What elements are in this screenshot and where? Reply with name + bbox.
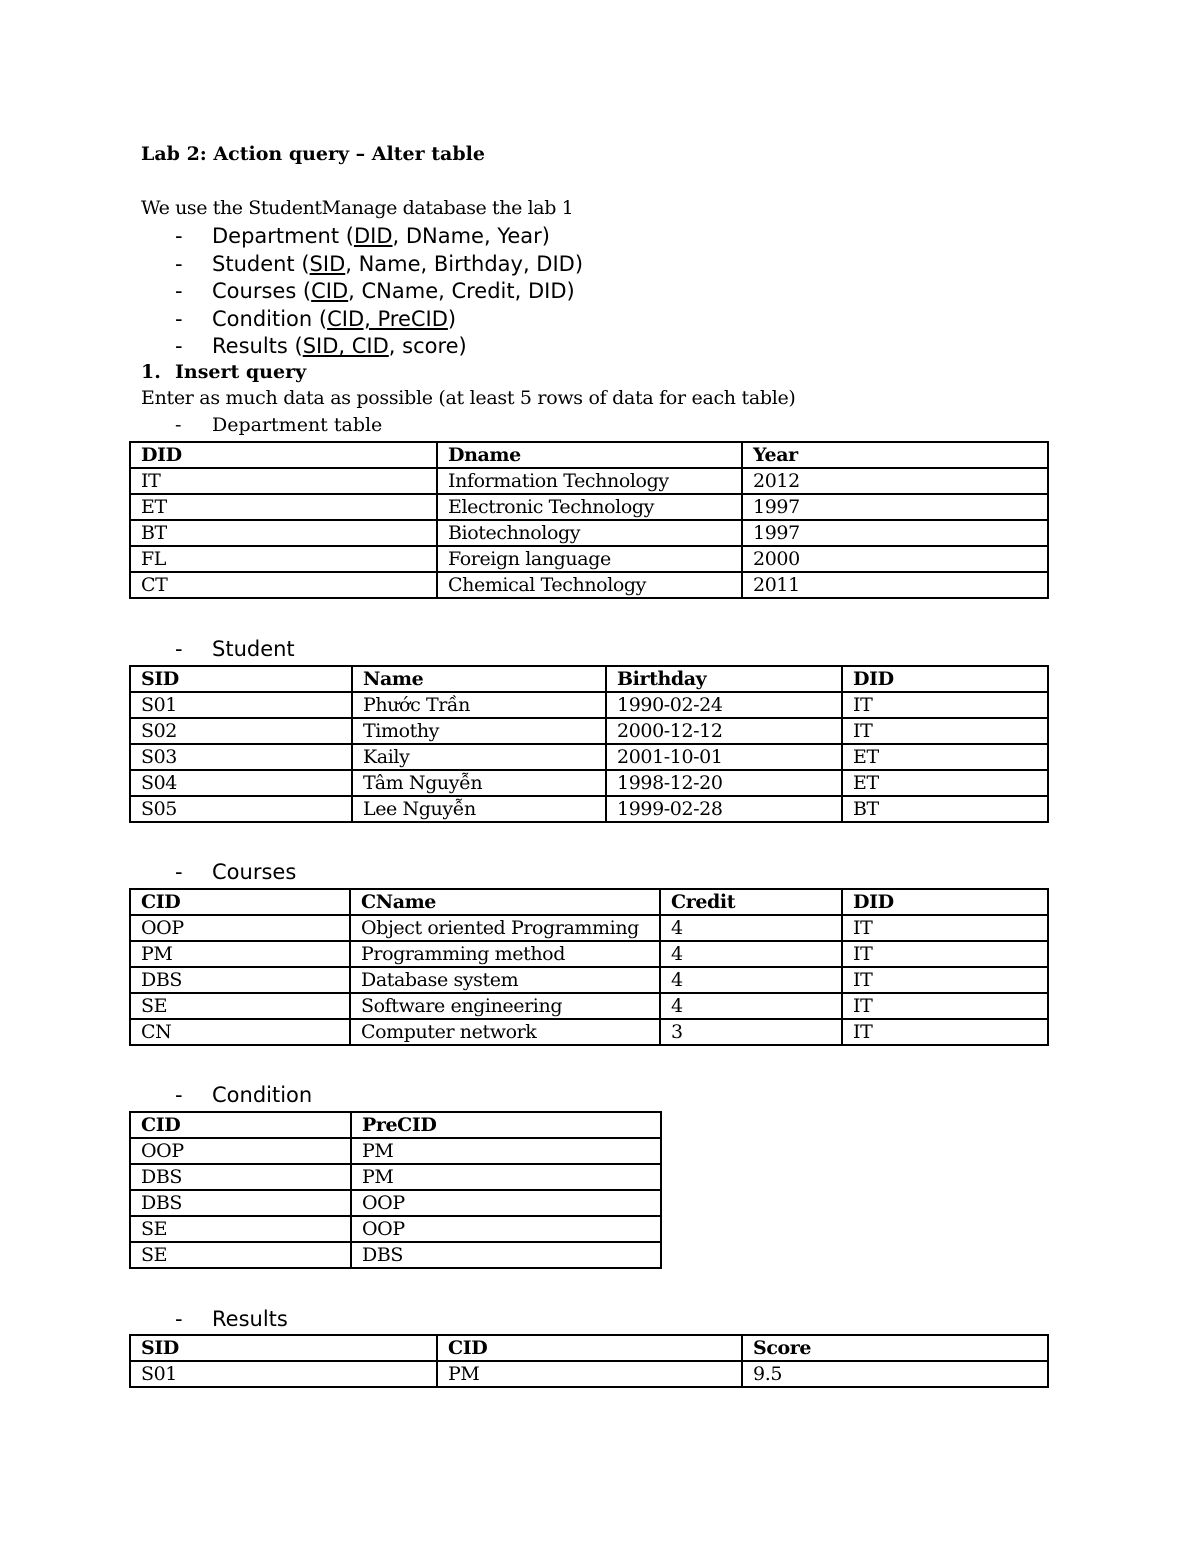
table-cell: SE bbox=[130, 993, 350, 1019]
table-cell: 1997 bbox=[742, 494, 1048, 520]
column-header: CName bbox=[350, 889, 660, 915]
table-cell: 3 bbox=[660, 1019, 842, 1045]
bullet-dash: - bbox=[175, 279, 183, 304]
table-header-row bbox=[130, 1335, 1048, 1361]
table-cell: FL bbox=[130, 546, 437, 572]
table-cell: IT bbox=[842, 915, 1048, 941]
department-table-label: - Department table bbox=[175, 414, 383, 436]
table-cell: 2000-12-12 bbox=[606, 718, 842, 744]
table-cell: S04 bbox=[130, 770, 352, 796]
table-cell: IT bbox=[842, 967, 1048, 993]
table-cell: 2001-10-01 bbox=[606, 744, 842, 770]
table-cell: S01 bbox=[130, 692, 352, 718]
table-cell: IT bbox=[842, 1019, 1048, 1045]
table-cell: Database system bbox=[350, 967, 660, 993]
schema-text: Department ( bbox=[212, 224, 354, 248]
condition-table bbox=[129, 1111, 662, 1269]
table-cell: 4 bbox=[660, 915, 842, 941]
table-cell: DBS bbox=[130, 967, 350, 993]
table-cell: Information Technology bbox=[437, 468, 742, 494]
table-header-row bbox=[130, 666, 1048, 692]
schema-text: , Name, Birthday, DID) bbox=[345, 251, 584, 276]
table-row bbox=[130, 1190, 661, 1216]
table-row bbox=[130, 967, 1048, 993]
table-row bbox=[130, 796, 1048, 822]
table-cell: PM bbox=[130, 941, 350, 967]
table-cell: 4 bbox=[660, 993, 842, 1019]
column-header: Year bbox=[742, 442, 1048, 468]
schema-text: , CName, Credit, DID) bbox=[348, 279, 575, 304]
bullet-dash: - bbox=[175, 224, 183, 248]
table-cell: Electronic Technology bbox=[437, 494, 742, 520]
schema-text: Student ( bbox=[212, 251, 310, 276]
condition-table-label: - Condition bbox=[175, 1083, 313, 1107]
table-cell: Software engineering bbox=[350, 993, 660, 1019]
bullet-dash: - bbox=[175, 1083, 183, 1107]
schema-item bbox=[175, 223, 583, 251]
schema-text: Condition ( bbox=[212, 306, 328, 331]
bullet-dash: - bbox=[175, 251, 183, 276]
table-cell: S01 bbox=[130, 1361, 437, 1387]
table-cell: Chemical Technology bbox=[437, 572, 742, 598]
table-cell: IT bbox=[842, 692, 1048, 718]
schema-text: Courses ( bbox=[212, 279, 312, 304]
table-cell: SE bbox=[130, 1242, 351, 1268]
table-cell: PM bbox=[437, 1361, 742, 1387]
column-header: CID bbox=[130, 889, 350, 915]
table-cell: ET bbox=[842, 744, 1048, 770]
table-row bbox=[130, 1138, 661, 1164]
schema-text: Results ( bbox=[212, 334, 303, 359]
column-header: DID bbox=[842, 889, 1048, 915]
table-cell: OOP bbox=[130, 1138, 351, 1164]
table-cell: 1997 bbox=[742, 520, 1048, 546]
column-header: DID bbox=[130, 442, 437, 468]
schema-primary-key: CID bbox=[311, 279, 349, 304]
table-row bbox=[130, 770, 1048, 796]
table-header-row bbox=[130, 442, 1048, 468]
schema-text: , DName, Year) bbox=[392, 224, 550, 248]
table-row bbox=[130, 993, 1048, 1019]
table-cell: 2000 bbox=[742, 546, 1048, 572]
column-header: Score bbox=[742, 1335, 1048, 1361]
table-cell: IT bbox=[842, 718, 1048, 744]
table-row bbox=[130, 744, 1048, 770]
schema-item bbox=[175, 278, 583, 306]
table-cell: Biotechnology bbox=[437, 520, 742, 546]
column-header: SID bbox=[130, 666, 352, 692]
table-cell: 9.5 bbox=[742, 1361, 1048, 1387]
table-row bbox=[130, 520, 1048, 546]
table-cell: DBS bbox=[351, 1242, 661, 1268]
table-cell: Foreign language bbox=[437, 546, 742, 572]
table-cell: IT bbox=[842, 941, 1048, 967]
section-number: 1. bbox=[141, 361, 161, 383]
table-cell: 4 bbox=[660, 967, 842, 993]
column-header: SID bbox=[130, 1335, 437, 1361]
bullet-dash: - bbox=[175, 860, 183, 884]
table-cell: CT bbox=[130, 572, 437, 598]
table-header-row bbox=[130, 889, 1048, 915]
table-cell: 1990-02-24 bbox=[606, 692, 842, 718]
table-row bbox=[130, 1019, 1048, 1045]
bullet-dash: - bbox=[175, 1307, 183, 1331]
column-header: CID bbox=[130, 1112, 351, 1138]
table-row bbox=[130, 468, 1048, 494]
intro-text: We use the StudentManage database the lab 1 bbox=[141, 197, 574, 219]
results-table bbox=[129, 1334, 1049, 1388]
table-row bbox=[130, 494, 1048, 520]
table-row bbox=[130, 1242, 661, 1268]
table-cell: OOP bbox=[130, 915, 350, 941]
table-row bbox=[130, 915, 1048, 941]
bullet-dash: - bbox=[175, 414, 182, 436]
schema-primary-key: DID bbox=[353, 224, 393, 248]
table-row bbox=[130, 718, 1048, 744]
table-cell: 2011 bbox=[742, 572, 1048, 598]
schema-primary-key: CID, PreCID bbox=[327, 306, 448, 331]
table-row bbox=[130, 941, 1048, 967]
table-cell: Object oriented Programming bbox=[350, 915, 660, 941]
table-cell: 4 bbox=[660, 941, 842, 967]
table-cell: DBS bbox=[130, 1190, 351, 1216]
table-cell: CN bbox=[130, 1019, 350, 1045]
bullet-dash: - bbox=[175, 334, 183, 359]
column-header: DID bbox=[842, 666, 1048, 692]
courses-table-label: - Courses bbox=[175, 860, 297, 884]
table-cell: Kaily bbox=[352, 744, 606, 770]
results-table-label: - Results bbox=[175, 1307, 288, 1331]
schema-item bbox=[175, 251, 583, 279]
column-header: PreCID bbox=[351, 1112, 661, 1138]
table-cell: ET bbox=[130, 494, 437, 520]
table-row bbox=[130, 1164, 661, 1190]
schema-primary-key: SID bbox=[309, 251, 346, 276]
column-header: Credit bbox=[660, 889, 842, 915]
table-cell: S03 bbox=[130, 744, 352, 770]
table-cell: Lee Nguyễn bbox=[352, 796, 606, 822]
table-cell: OOP bbox=[351, 1216, 661, 1242]
table-row bbox=[130, 546, 1048, 572]
insert-description: Enter as much data as possible (at least 5 rows of data for each table) bbox=[141, 387, 796, 409]
schema-text: ) bbox=[447, 306, 457, 331]
table-cell: S02 bbox=[130, 718, 352, 744]
table-cell: SE bbox=[130, 1216, 351, 1242]
table-cell: Tâm Nguyễn bbox=[352, 770, 606, 796]
table-row bbox=[130, 572, 1048, 598]
table-cell: BT bbox=[130, 520, 437, 546]
table-cell: Computer network bbox=[350, 1019, 660, 1045]
schema-text: , score) bbox=[388, 334, 467, 359]
student-table bbox=[129, 665, 1049, 823]
bullet-dash: - bbox=[175, 637, 183, 661]
department-table bbox=[129, 441, 1049, 599]
table-cell: BT bbox=[842, 796, 1048, 822]
table-row bbox=[130, 692, 1048, 718]
table-cell: 2012 bbox=[742, 468, 1048, 494]
table-cell: Phước Trần bbox=[352, 692, 606, 718]
table-cell: Timothy bbox=[352, 718, 606, 744]
table-cell: IT bbox=[130, 468, 437, 494]
table-cell: ET bbox=[842, 770, 1048, 796]
table-cell: PM bbox=[351, 1164, 661, 1190]
table-cell: IT bbox=[842, 993, 1048, 1019]
table-cell: 1999-02-28 bbox=[606, 796, 842, 822]
column-header: Name bbox=[352, 666, 606, 692]
table-row bbox=[130, 1361, 1048, 1387]
column-header: Dname bbox=[437, 442, 742, 468]
table-cell: Programming method bbox=[350, 941, 660, 967]
table-header-row bbox=[130, 1112, 661, 1138]
section-title: Insert query bbox=[175, 361, 307, 383]
bullet-dash: - bbox=[175, 306, 183, 331]
table-row bbox=[130, 1216, 661, 1242]
table-cell: 1998-12-20 bbox=[606, 770, 842, 796]
section-heading-insert bbox=[141, 361, 306, 383]
table-cell: OOP bbox=[351, 1190, 661, 1216]
schema-list bbox=[175, 223, 583, 361]
table-cell: DBS bbox=[130, 1164, 351, 1190]
student-table-label: - Student bbox=[175, 637, 295, 661]
column-header: Birthday bbox=[606, 666, 842, 692]
schema-item bbox=[175, 306, 583, 334]
schema-primary-key: SID, CID bbox=[302, 334, 389, 359]
table-cell: S05 bbox=[130, 796, 352, 822]
document-title: Lab 2: Action query – Alter table bbox=[141, 143, 485, 165]
column-header: CID bbox=[437, 1335, 742, 1361]
courses-table bbox=[129, 888, 1049, 1046]
table-cell: PM bbox=[351, 1138, 661, 1164]
schema-item bbox=[175, 333, 583, 361]
